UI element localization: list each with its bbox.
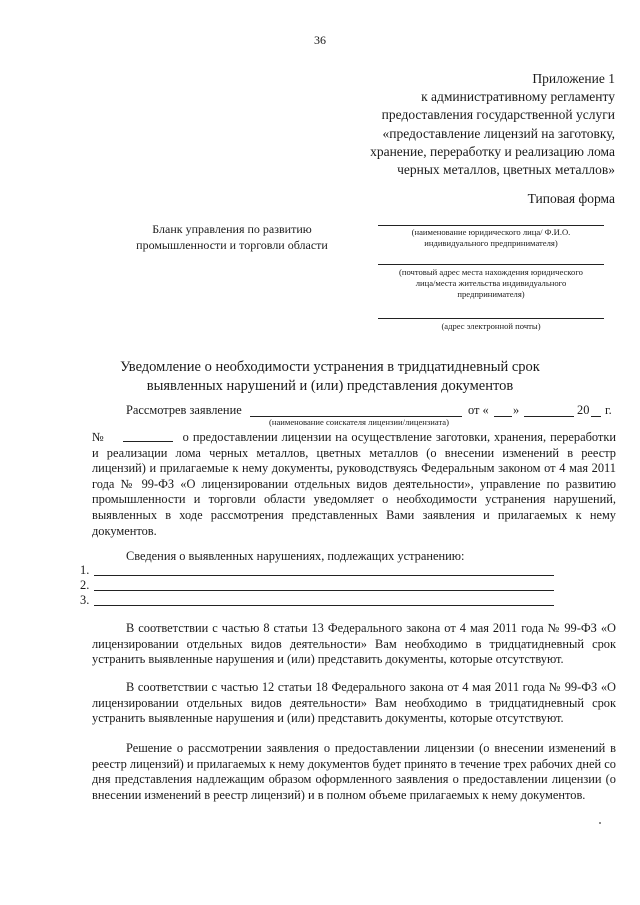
violation-number: 3. xyxy=(80,593,90,607)
date-year-label: 20 xyxy=(577,403,590,417)
letterhead-line: промышленности и торговли области xyxy=(136,237,328,252)
date-month-line xyxy=(524,416,574,417)
title-line: Уведомление о необходимости устранения в тридцатидневный срок xyxy=(120,359,540,375)
title-line: выявленных нарушений и (или) представления документов xyxy=(146,377,514,394)
date-year-line xyxy=(591,416,601,417)
appendix-line: хранение, переработку и реализацию лома xyxy=(370,143,615,159)
recipient-email-caption: (адрес электронной почты) xyxy=(441,321,541,331)
number-blank-line xyxy=(123,441,173,442)
decision-paragraph: Решение о рассмотрении заявления о предоставлении лицензии (о внесении изменений в реестр лицензий) и прилагаемых к нему документов будет принято в течение трех рабочих дней со дня представления надлежащим образом оформленного заявления о предоставлении лицензии (о внесении изменений в реестр лицензий) и в полном объеме прилагаемых к нему документов. xyxy=(92,741,616,802)
consider-label: Рассмотрев заявление xyxy=(126,403,242,417)
appendix-line: к административному регламенту xyxy=(421,89,615,105)
document-title xyxy=(80,358,580,395)
date-day-line xyxy=(494,416,512,417)
date-from-label: от « xyxy=(468,403,489,417)
applicant-name-caption: (наименование соискателя лицензии/лицензиата) xyxy=(269,417,449,427)
violation-line xyxy=(94,590,554,591)
appendix-line: Приложение 1 xyxy=(532,71,615,86)
letterhead xyxy=(112,222,352,253)
recipient-email-line xyxy=(378,318,604,319)
recipient-name-caption: (наименование юридического лица/ Ф.И.О. индивидуального предпринимателя) xyxy=(411,227,571,248)
form-type-label: Типовая форма xyxy=(527,191,615,206)
appendix-line: «предоставление лицензий на заготовку, xyxy=(382,125,615,141)
violation-number: 2. xyxy=(80,578,90,592)
page-number: 36 xyxy=(314,33,326,47)
scan-speck xyxy=(599,822,601,824)
recipient-address-line xyxy=(378,264,604,265)
violations-heading: Сведения о выявленных нарушениях, подлежащих устранению: xyxy=(126,549,465,563)
notice-text: о предоставлении лицензии на осуществление заготовки, хранения, переработки и реализации лома черных металлов, цветных металлов (о внесении изменений в реестр лицензий) и прилагаемые к нему документы, руководствуясь Федеральным законом от 4 мая 2011 года № 99-ФЗ «О лицензировании отдельных видов деятельности», управление по развитию промышленности и торговли области уведомляет о необходимости устранения нарушений, выявленных в ходе рассмотрения представленных Вами заявления и прилагаемых к нему документов. xyxy=(92,430,617,538)
appendix-line: предоставления государственной услуги xyxy=(381,107,615,123)
number-label: № xyxy=(92,430,105,444)
violation-line xyxy=(94,575,554,576)
date-year-suffix: г. xyxy=(605,403,612,417)
violation-line xyxy=(94,605,554,606)
recipient-address-caption: (почтовый адрес места нахождения юридического лица/места жительства индивидуального предпринимателя) xyxy=(399,267,583,299)
recipient-name-line xyxy=(378,225,604,226)
letterhead-line: Бланк управления по развитию xyxy=(152,222,312,236)
date-close-quote: » xyxy=(513,403,520,417)
appendix-header xyxy=(235,70,615,179)
part8-paragraph: В соответствии с частью 8 статьи 13 Федерального закона от 4 мая 2011 года № 99-ФЗ «О лицензировании отдельных видов деятельности» Вам необходимо в тридцатидневный срок устранить выявленные нарушения и (или) представить документы, которые отсутствуют. xyxy=(92,621,616,667)
part12-paragraph: В соответствии с частью 12 статьи 18 Федерального закона от 4 мая 2011 года № 99-ФЗ «О лицензировании отдельных видов деятельности» Вам необходимо в тридцатидневный срок устранить выявленные нарушения и (или) представить документы, которые отсутствуют. xyxy=(92,680,616,726)
violation-number: 1. xyxy=(80,563,90,577)
notice-paragraph xyxy=(92,430,616,539)
appendix-line: черных металлов, цветных металлов» xyxy=(397,162,615,178)
